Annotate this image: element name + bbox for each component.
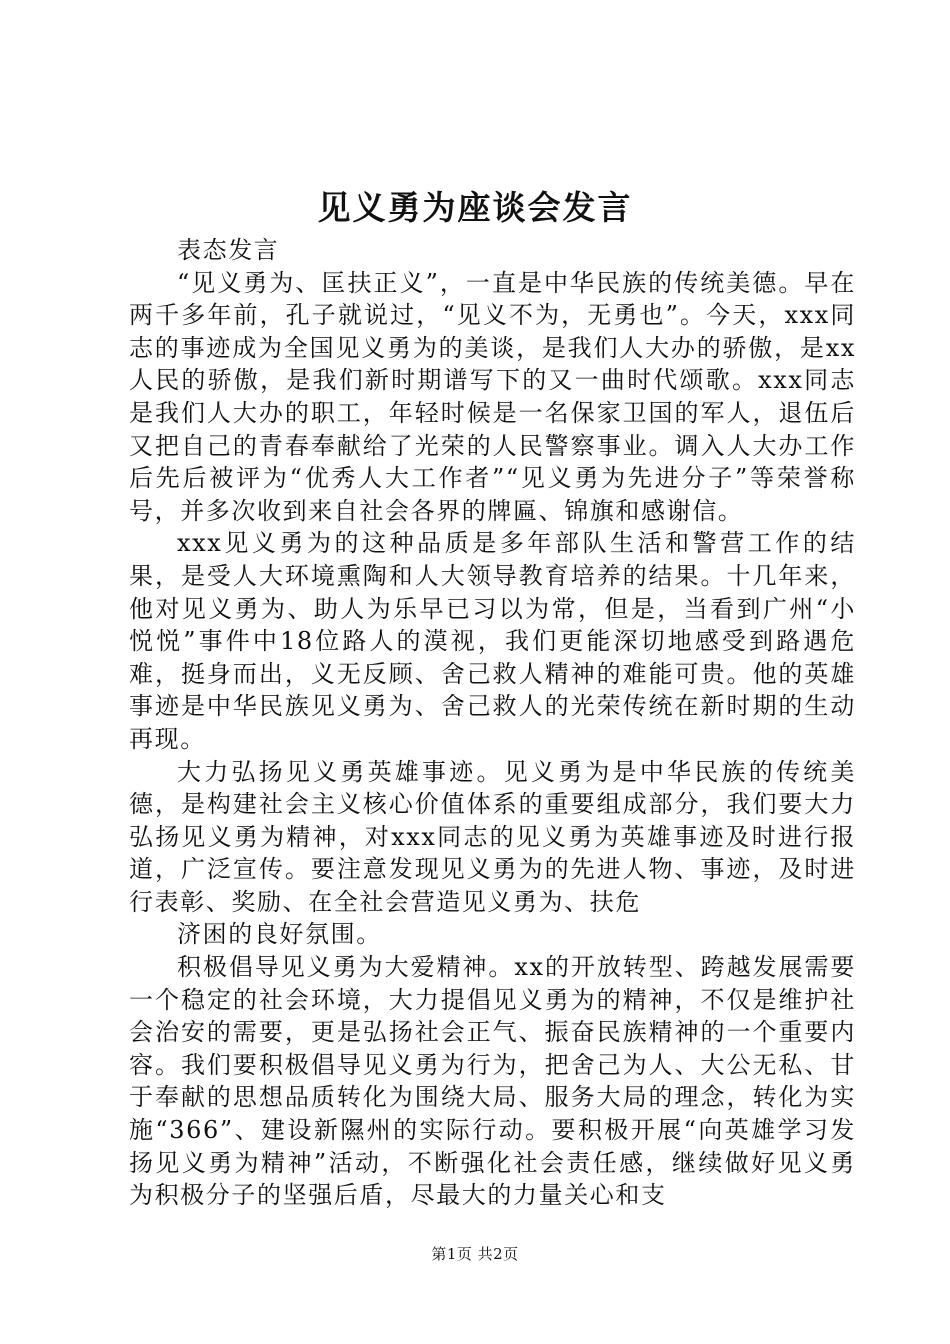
paragraph: 济困的良好氛围。 [177, 920, 382, 949]
paragraph: 表态发言 [177, 236, 280, 264]
paragraph: 积极倡导见义勇为大爱精神。xx的开放转型、跨越发展需要一个稳定的社会环境，大力提倡见义勇为的精神，不仅是维护社会治安的需要，更是弘扬社会正气、振奋民族精神的一个重要内容。我们要积极倡导见义勇为行为，把舍己为人、大公无私、甘于奉献的思想品质转化为围绕大局、服务大局的理念，转化为实施“366”、建设新隰州的实际行动。要积极开展“向英雄学习发扬见义勇为精神”活动，不断强化社会责任感，继续做好见义勇为积极分子的坚强后盾，尽最大的力量关心和支 [129, 953, 856, 1210]
page-number-footer: 第1页 共2页 [431, 1245, 519, 1263]
paragraph: xxx见义勇为的这种品质是多年部队生活和警营工作的结果，是受人大环境熏陶和人大领导教育培养的结果。十几年来，他对见义勇为、助人为乐早已习以为常，但是，当看到广州“小悦悦”事件中18位路人的漠视，我们更能深切地感受到路遇危难，挺身而出，义无反顾、舍己救人精神的难能可贵。他的英雄事迹是中华民族见义勇为、舍己救人的光荣传统在新时期的生动再现。 [129, 529, 856, 753]
document-body [129, 234, 856, 1212]
paragraph: 大力弘扬见义勇英雄事迹。见义勇为是中华民族的传统美德，是构建社会主义核心价值体系的重要组成部分，我们要大力弘扬见义勇为精神，对xxx同志的见义勇为英雄事迹及时进行报道，广泛宣传。要注意发现见义勇为的先进人物、事迹，及时进行表彰、奖励、在全社会营造见义勇为、扶危 [129, 757, 856, 916]
paragraph: “见义勇为、匡扶正义”，一直是中华民族的传统美德。早在两千多年前，孔子就说过，“见义不为，无勇也”。今天，xxx同志的事迹成为全国见义勇为的美谈，是我们人大办的骄傲，是xx人民的骄傲，是我们新时期谱写下的又一曲时代颂歌。xxx同志是我们人大办的职工，年轻时候是一名保家卫国的军人，退伍后又把自己的青春奉献给了光荣的人民警察事业。调入人大办工作后先后被评为“优秀人大工作者”“见义勇为先进分子”等荣誉称号，并多次收到来自社会各界的牌匾、锦旗和感谢信。 [129, 268, 856, 525]
document-title: 见义勇为座谈会发言 [317, 188, 633, 227]
